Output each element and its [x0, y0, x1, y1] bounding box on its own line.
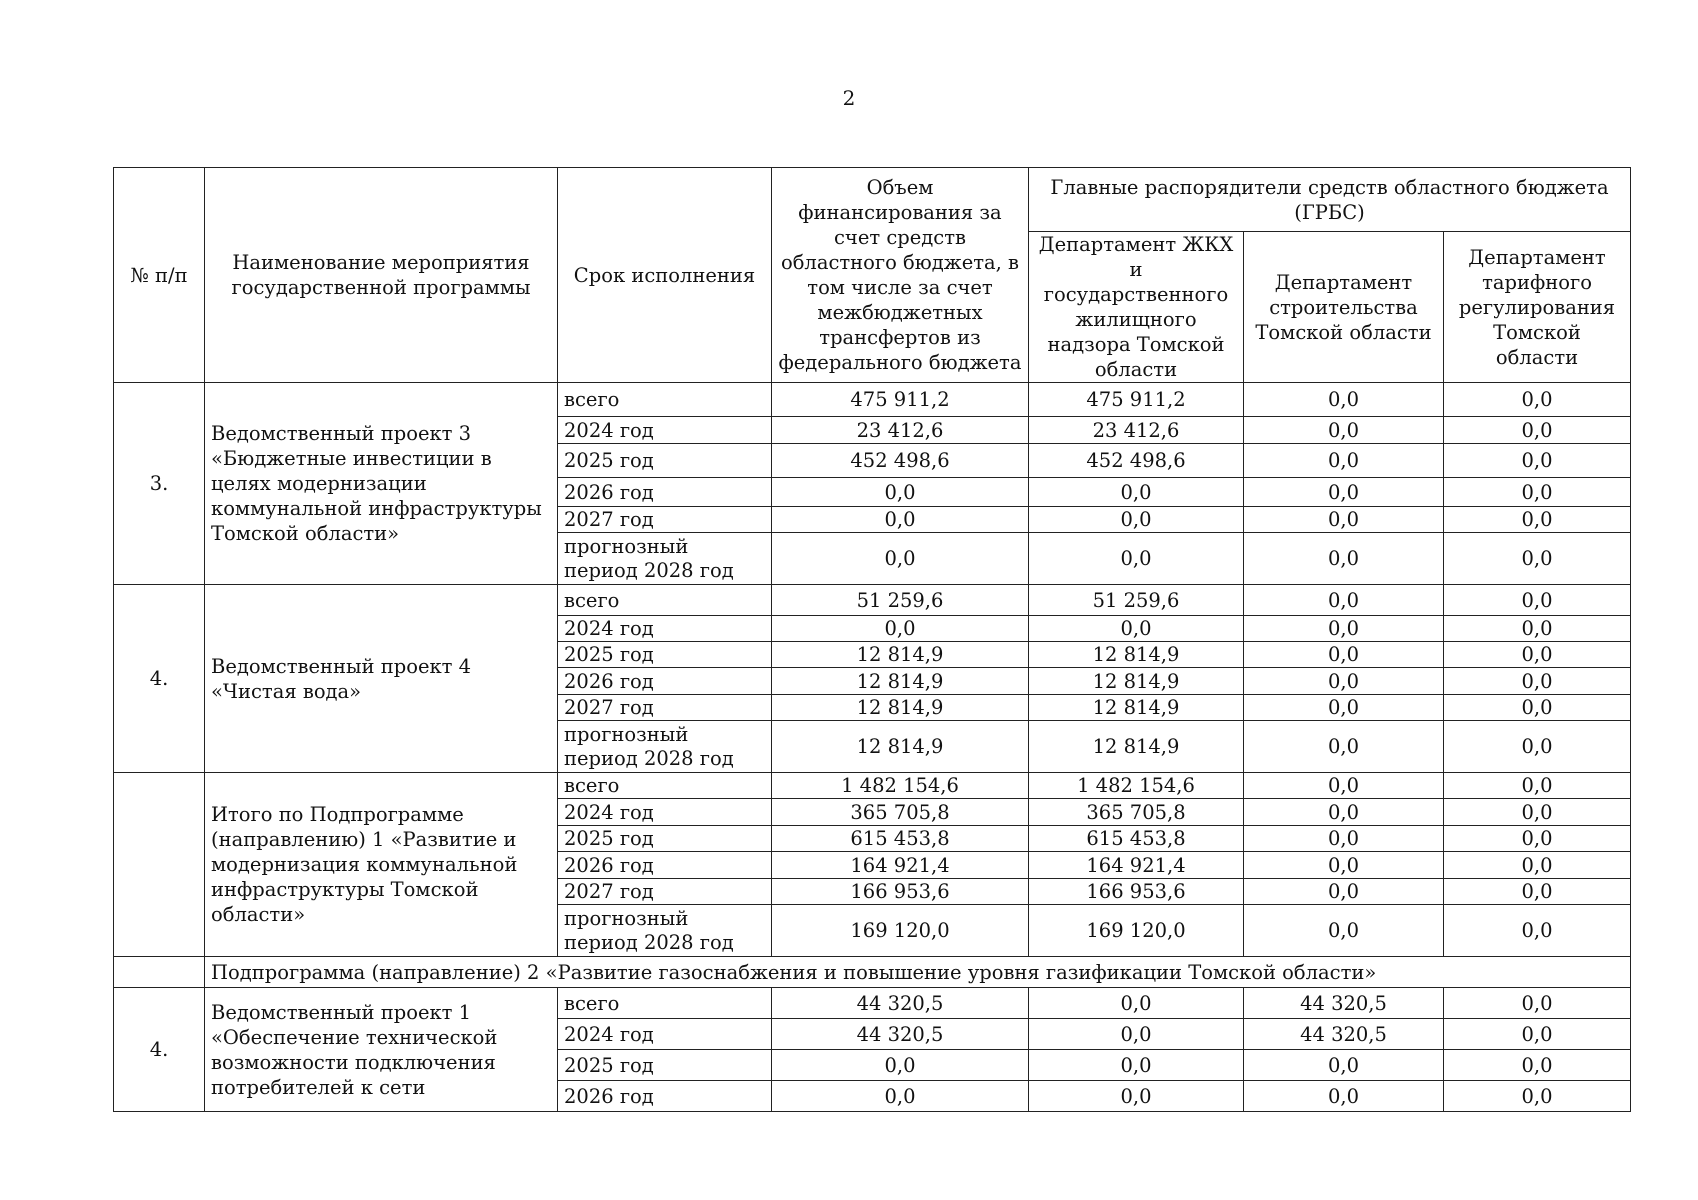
header-name: Наименование мероприятия государственной программы	[205, 168, 558, 383]
dept-build-cell: 0,0	[1244, 383, 1444, 417]
volume-cell: 12 814,9	[772, 642, 1029, 668]
volume-cell: 51 259,6	[772, 585, 1029, 616]
dept-tariff-cell: 0,0	[1444, 721, 1631, 773]
subprogram-title: Подпрограмма (направление) 2 «Развитие газоснабжения и повышение уровня газификации Томской области»	[205, 957, 1631, 988]
volume-cell: 164 921,4	[772, 852, 1029, 879]
dept-build-cell: 0,0	[1244, 695, 1444, 721]
dept-build-cell: 44 320,5	[1244, 1019, 1444, 1050]
dept-zhkh-cell: 12 814,9	[1029, 695, 1244, 721]
dept-tariff-cell: 0,0	[1444, 444, 1631, 478]
dept-zhkh-cell: 164 921,4	[1029, 852, 1244, 879]
dept-tariff-cell: 0,0	[1444, 383, 1631, 417]
dept-build-cell: 44 320,5	[1244, 988, 1444, 1019]
item-name: Ведомственный проект 1 «Обеспечение технической возможности подключения потребителей к сети	[205, 988, 558, 1112]
budget-table	[113, 167, 1631, 1112]
dept-tariff-cell: 0,0	[1444, 799, 1631, 826]
dept-zhkh-cell: 0,0	[1029, 478, 1244, 507]
period-cell: всего	[558, 383, 772, 417]
dept-zhkh-cell: 169 120,0	[1029, 905, 1244, 957]
dept-build-cell: 0,0	[1244, 507, 1444, 533]
volume-cell: 452 498,6	[772, 444, 1029, 478]
subprogram-num-cell	[114, 957, 205, 988]
header-num: № п/п	[114, 168, 205, 383]
dept-build-cell: 0,0	[1244, 533, 1444, 585]
volume-cell: 12 814,9	[772, 721, 1029, 773]
period-cell: 2024 год	[558, 799, 772, 826]
dept-zhkh-cell: 452 498,6	[1029, 444, 1244, 478]
volume-cell: 44 320,5	[772, 1019, 1029, 1050]
dept-tariff-cell: 0,0	[1444, 773, 1631, 799]
dept-build-cell: 0,0	[1244, 826, 1444, 852]
period-cell: 2025 год	[558, 642, 772, 668]
table-row	[114, 383, 1631, 417]
period-cell: всего	[558, 988, 772, 1019]
dept-tariff-cell: 0,0	[1444, 1081, 1631, 1112]
dept-zhkh-cell: 12 814,9	[1029, 642, 1244, 668]
dept-build-cell: 0,0	[1244, 799, 1444, 826]
period-cell: 2025 год	[558, 444, 772, 478]
dept-build-cell: 0,0	[1244, 879, 1444, 905]
dept-zhkh-cell: 1 482 154,6	[1029, 773, 1244, 799]
period-cell: 2025 год	[558, 826, 772, 852]
header-dept-zhkh: Департамент ЖКХ и государственного жилищного надзора Томской области	[1029, 232, 1244, 383]
period-cell: 2024 год	[558, 417, 772, 444]
item-number: 4.	[114, 988, 205, 1112]
dept-build-cell: 0,0	[1244, 478, 1444, 507]
volume-cell: 475 911,2	[772, 383, 1029, 417]
period-cell: всего	[558, 773, 772, 799]
period-cell: 2026 год	[558, 1081, 772, 1112]
volume-cell: 44 320,5	[772, 988, 1029, 1019]
table-row	[114, 773, 1631, 799]
period-cell: 2026 год	[558, 478, 772, 507]
period-cell: 2026 год	[558, 852, 772, 879]
header-dept-tariff: Департамент тарифного регулирования Томской области	[1444, 232, 1631, 383]
dept-zhkh-cell: 23 412,6	[1029, 417, 1244, 444]
dept-tariff-cell: 0,0	[1444, 1050, 1631, 1081]
page-number: 2	[842, 86, 856, 110]
volume-cell: 166 953,6	[772, 879, 1029, 905]
dept-zhkh-cell: 12 814,9	[1029, 721, 1244, 773]
period-cell: 2026 год	[558, 668, 772, 695]
dept-zhkh-cell: 0,0	[1029, 1081, 1244, 1112]
dept-tariff-cell: 0,0	[1444, 695, 1631, 721]
period-cell: 2027 год	[558, 879, 772, 905]
volume-cell: 0,0	[772, 533, 1029, 585]
dept-build-cell: 0,0	[1244, 721, 1444, 773]
volume-cell: 615 453,8	[772, 826, 1029, 852]
dept-zhkh-cell: 475 911,2	[1029, 383, 1244, 417]
header-grbs-group: Главные распорядители средств областного бюджета (ГРБС)	[1029, 168, 1631, 232]
dept-build-cell: 0,0	[1244, 417, 1444, 444]
dept-tariff-cell: 0,0	[1444, 1019, 1631, 1050]
dept-tariff-cell: 0,0	[1444, 905, 1631, 957]
item-name: Итого по Подпрограмме (направлению) 1 «Развитие и модернизация коммунальной инфраструктуры Томской области»	[205, 773, 558, 957]
dept-zhkh-cell: 0,0	[1029, 1019, 1244, 1050]
dept-zhkh-cell: 0,0	[1029, 988, 1244, 1019]
dept-tariff-cell: 0,0	[1444, 533, 1631, 585]
dept-zhkh-cell: 12 814,9	[1029, 668, 1244, 695]
dept-tariff-cell: 0,0	[1444, 585, 1631, 616]
table-header	[114, 168, 1631, 383]
dept-tariff-cell: 0,0	[1444, 879, 1631, 905]
period-cell: 2024 год	[558, 1019, 772, 1050]
table-row	[114, 988, 1631, 1019]
volume-cell: 0,0	[772, 478, 1029, 507]
header-dept-build: Департамент строительства Томской области	[1244, 232, 1444, 383]
period-cell: всего	[558, 585, 772, 616]
dept-zhkh-cell: 0,0	[1029, 533, 1244, 585]
period-cell: 2025 год	[558, 1050, 772, 1081]
item-number: 3.	[114, 383, 205, 585]
table-body	[114, 383, 1631, 1112]
dept-build-cell: 0,0	[1244, 773, 1444, 799]
dept-zhkh-cell: 365 705,8	[1029, 799, 1244, 826]
period-cell: прогнозный период 2028 год	[558, 533, 772, 585]
subprogram-row	[114, 957, 1631, 988]
volume-cell: 12 814,9	[772, 695, 1029, 721]
dept-tariff-cell: 0,0	[1444, 478, 1631, 507]
dept-build-cell: 0,0	[1244, 905, 1444, 957]
table-row	[114, 585, 1631, 616]
volume-cell: 12 814,9	[772, 668, 1029, 695]
dept-zhkh-cell: 615 453,8	[1029, 826, 1244, 852]
volume-cell: 0,0	[772, 1081, 1029, 1112]
period-cell: 2027 год	[558, 507, 772, 533]
period-cell: 2027 год	[558, 695, 772, 721]
volume-cell: 1 482 154,6	[772, 773, 1029, 799]
dept-tariff-cell: 0,0	[1444, 668, 1631, 695]
dept-zhkh-cell: 51 259,6	[1029, 585, 1244, 616]
dept-build-cell: 0,0	[1244, 1050, 1444, 1081]
dept-build-cell: 0,0	[1244, 585, 1444, 616]
volume-cell: 169 120,0	[772, 905, 1029, 957]
dept-tariff-cell: 0,0	[1444, 852, 1631, 879]
volume-cell: 0,0	[772, 507, 1029, 533]
dept-build-cell: 0,0	[1244, 668, 1444, 695]
header-volume: Объем финансирования за счет средств областного бюджета, в том числе за счет межбюджетных трансфертов из федерального бюджета	[772, 168, 1029, 383]
item-name: Ведомственный проект 3 «Бюджетные инвестиции в целях модернизации коммунальной инфраструктуры Томской области»	[205, 383, 558, 585]
dept-zhkh-cell: 166 953,6	[1029, 879, 1244, 905]
item-number: 4.	[114, 585, 205, 773]
volume-cell: 365 705,8	[772, 799, 1029, 826]
dept-tariff-cell: 0,0	[1444, 826, 1631, 852]
dept-tariff-cell: 0,0	[1444, 616, 1631, 642]
header-period: Срок исполнения	[558, 168, 772, 383]
dept-tariff-cell: 0,0	[1444, 988, 1631, 1019]
dept-build-cell: 0,0	[1244, 616, 1444, 642]
period-cell: прогнозный период 2028 год	[558, 721, 772, 773]
item-name: Ведомственный проект 4 «Чистая вода»	[205, 585, 558, 773]
dept-tariff-cell: 0,0	[1444, 507, 1631, 533]
item-number	[114, 773, 205, 957]
dept-build-cell: 0,0	[1244, 642, 1444, 668]
dept-zhkh-cell: 0,0	[1029, 507, 1244, 533]
dept-zhkh-cell: 0,0	[1029, 1050, 1244, 1081]
dept-build-cell: 0,0	[1244, 1081, 1444, 1112]
dept-build-cell: 0,0	[1244, 852, 1444, 879]
dept-build-cell: 0,0	[1244, 444, 1444, 478]
period-cell: прогнозный период 2028 год	[558, 905, 772, 957]
period-cell: 2024 год	[558, 616, 772, 642]
volume-cell: 0,0	[772, 616, 1029, 642]
volume-cell: 23 412,6	[772, 417, 1029, 444]
volume-cell: 0,0	[772, 1050, 1029, 1081]
dept-zhkh-cell: 0,0	[1029, 616, 1244, 642]
dept-tariff-cell: 0,0	[1444, 642, 1631, 668]
dept-tariff-cell: 0,0	[1444, 417, 1631, 444]
